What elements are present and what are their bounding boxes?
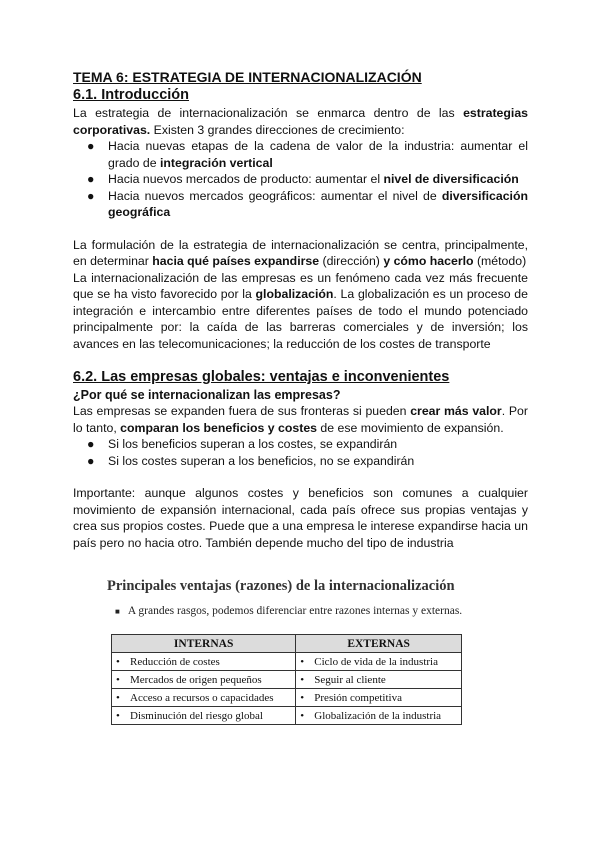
table-cell: • Disminución del riesgo global: [112, 707, 296, 725]
bullet-icon: ●: [87, 139, 95, 153]
bullet-icon: •: [300, 673, 305, 686]
ventajas-table: [111, 634, 462, 725]
growth-directions-list: [73, 138, 528, 221]
table-cell: • Ciclo de vida de la industria: [296, 653, 462, 671]
bullet-icon: •: [116, 691, 120, 704]
list-item: ● Hacia nuevas etapas de la cadena de valor de la industria: aumentar el grado de integración vertical: [87, 139, 528, 170]
paragraph-intro: La estrategia de internacionalización se enmarca dentro de las estrategias corporativas. Existen 3 grandes direcciones de crecimiento:: [73, 106, 528, 137]
bullet-icon: ●: [87, 188, 95, 203]
bullet-icon: •: [300, 691, 305, 704]
document-page: [73, 68, 528, 551]
table-cell: • Reducción de costes: [112, 653, 296, 671]
section-heading-introduccion: 6.1. Introducción: [73, 87, 190, 103]
section-heading-empresas-globales: 6.2. Las empresas globales: ventajas e inconvenientes: [73, 369, 450, 385]
list-item: ● Si los costes superan a los beneficios, no se expandirán: [87, 453, 415, 468]
table-cell: • Globalización de la industria: [296, 707, 462, 725]
bullet-icon: •: [116, 673, 120, 686]
list-item: ● Hacia nuevos mercados de producto: aumentar el nivel de diversificación: [87, 172, 519, 186]
square-bullet-icon: ■: [115, 606, 120, 616]
document-title: TEMA 6: ESTRATEGIA DE INTERNACIONALIZACIÓN: [73, 69, 422, 85]
figure-subtitle: ■ A grandes rasgos, podemos diferenciar entre razones internas y externas.: [115, 605, 463, 617]
table-cell: • Acceso a recursos o capacidades: [112, 689, 296, 707]
table-row: [112, 671, 462, 689]
subheading-por-que: ¿Por qué se internacionalizan las empresas?: [73, 388, 341, 402]
list-item: ● Hacia nuevos mercados geográficos: aumentar el nivel de diversificación geográfica: [87, 188, 528, 219]
bullet-icon: ●: [87, 453, 95, 468]
table-cell: • Seguir al cliente: [296, 671, 462, 689]
paragraph-formulacion: La formulación de la estrategia de internacionalización se centra, principalmente, en determinar hacia qué países expandirse (dirección) y cómo hacerlo (método): [73, 237, 528, 268]
paragraph-globalizacion: La internacionalización de las empresas es un fenómeno cada vez más frecuente que se ha visto favorecido por la globalización. La globalización es un proceso de integración e intercambio entre diferentes países de todo el mundo potenciado principalmente por: la caída de las barreras comerciales y de inversión; los avances en las telecomunicaciones; la reducción de los costes de transporte: [73, 270, 528, 351]
column-header-internas: INTERNAS: [112, 635, 296, 653]
bullet-icon: •: [300, 655, 305, 668]
expansion-rules-list: [73, 436, 528, 469]
paragraph-importante: Importante: aunque algunos costes y beneficios son comunes a cualquier movimiento de expansión internacional, cada país ofrece sus propias ventajas y crea sus propios costes. Puede que a una empresa le interese expandirse hacia un país pero no hacia otro. También depende mucho del tipo de industria: [73, 486, 528, 550]
table-cell: • Mercados de origen pequeños: [112, 671, 296, 689]
paragraph-expansion: Las empresas se expanden fuera de sus fronteras si pueden crear más valor. Por lo tanto, comparan los beneficios y costes de ese movimiento de expansión.: [73, 404, 528, 435]
figure-title: Principales ventajas (razones) de la internacionalización: [107, 578, 455, 594]
list-item: ● Si los beneficios superan a los costes, se expandirán: [87, 437, 398, 451]
bullet-icon: •: [116, 709, 120, 722]
table-row: [112, 707, 462, 725]
ventajas-figure: [107, 578, 492, 725]
table-row: [112, 689, 462, 707]
bullet-icon: •: [116, 655, 120, 668]
table-row: [112, 653, 462, 671]
column-header-externas: EXTERNAS: [296, 635, 462, 653]
bullet-icon: •: [300, 709, 305, 722]
table-cell: • Presión competitiva: [296, 689, 462, 707]
bullet-icon: ●: [87, 437, 95, 451]
bullet-icon: ●: [87, 172, 95, 186]
